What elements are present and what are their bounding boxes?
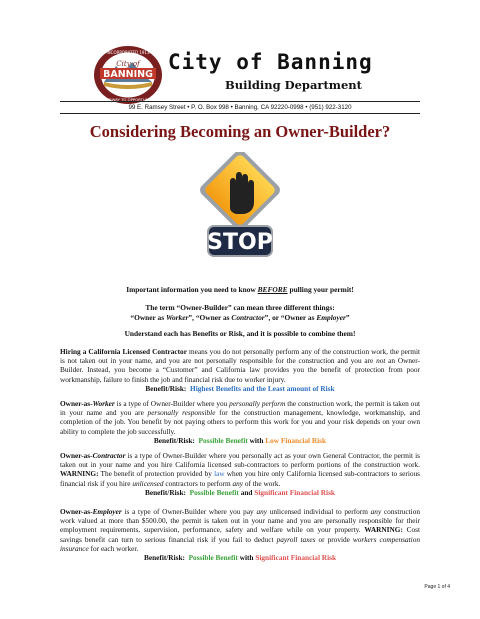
section-emphasis: workers compensation insurance bbox=[60, 534, 421, 553]
warning-label: WARNING: bbox=[364, 525, 403, 535]
section-body: an Owner-Builder. Instead, you become a “Customer” and California law provides you the benefit of protection from poor workmanship, failure to finish the job and financial risk due to worker injury. bbox=[60, 356, 420, 384]
address-line: 99 E. Ramsey Street • P. O. Box 998 • Banning, CA 92220-0998 • (951) 922-3120 bbox=[128, 104, 352, 111]
intro-text: ”, “Owner as bbox=[188, 313, 232, 322]
section-lead-emphasis: Employer bbox=[92, 507, 122, 516]
section-body: or provide bbox=[315, 534, 353, 544]
section-body: is a type of Owner-Builder where you personally act as your own General Contractor, the permit is taken out in your name and you hire California licensed sub-contractors to perform portions of the construction work. bbox=[60, 451, 420, 470]
intro-emphasis: BEFORE bbox=[257, 285, 288, 294]
section-body: contractors to perform bbox=[163, 478, 233, 488]
header-rule-bottom bbox=[60, 113, 420, 114]
stop-label: STOP bbox=[207, 230, 273, 255]
risk-value: Low Financial Risk bbox=[265, 435, 327, 445]
section-body: unlicensed individual to perform bbox=[267, 507, 371, 516]
intro-worker: Worker bbox=[165, 313, 189, 322]
benefit-value: Possible Benefit bbox=[189, 487, 239, 497]
risk-value: Significant Financial Risk bbox=[254, 487, 335, 497]
intro-line-4: Understand each has Benefits or Risk, and it is possible to combine them! bbox=[124, 329, 356, 338]
svg-text:BANNING: BANNING bbox=[103, 69, 153, 80]
benefit-risk-line bbox=[60, 436, 420, 445]
intro-before-text: Important information you need to know bbox=[126, 285, 258, 294]
benefit-risk-label: Benefit/Risk: bbox=[143, 553, 185, 563]
section-body: means you do not personally perform any of the construction work, the permit is not taken out in your name, and you are not personally responsible for the construction and you are bbox=[60, 347, 421, 366]
benefit-risk-label: Benefit/Risk: bbox=[145, 487, 186, 497]
section-lead: Owner-as- bbox=[60, 507, 93, 516]
benefit-risk-joiner: with bbox=[239, 553, 254, 563]
section-body: is a type of Owner-Builder where you bbox=[114, 399, 230, 408]
section-body: of the work. bbox=[243, 478, 281, 488]
intro-line-1 bbox=[40, 285, 440, 295]
intro-text: “Owner as bbox=[130, 313, 166, 322]
section-emphasis: unlicensed bbox=[132, 478, 164, 488]
intro-after-text: pulling your permit! bbox=[287, 285, 354, 294]
section-body: for the construction management, knowledge, workmanship, and completion of the job. You benefit by not paying others to perform this work for you and your risk depends on your own ability to complete the job successfully. bbox=[60, 408, 420, 436]
section-emphasis: not bbox=[376, 356, 386, 366]
city-seal-logo bbox=[92, 44, 164, 106]
section-emphasis: personally responsible bbox=[147, 408, 216, 418]
section-lead: Hiring a California Licensed Contractor bbox=[60, 347, 187, 356]
section-body: for each worker. bbox=[88, 543, 139, 553]
intro-text: ”, or “Owner as bbox=[264, 313, 317, 322]
intro-line-2: The term “Owner-Builder” can mean three different things: bbox=[145, 303, 335, 312]
benefit-risk-line bbox=[60, 384, 420, 393]
section-body: the construction work, the permit is taken out in your name and you are bbox=[60, 399, 421, 418]
section-lead: Owner-as- bbox=[60, 399, 93, 408]
benefit-risk-line bbox=[60, 553, 420, 562]
benefit-risk-joiner: with bbox=[249, 435, 264, 445]
benefit-value: Possible Benefit bbox=[198, 435, 248, 445]
section-owner-as-employer bbox=[60, 507, 420, 562]
section-body: is a type of Owner-Builder where you pay bbox=[121, 507, 257, 516]
risk-value: Significant Financial Risk bbox=[255, 553, 336, 563]
svg-text:GATEWAY TO OPPORTUNITY: GATEWAY TO OPPORTUNITY bbox=[101, 97, 155, 102]
stop-sign-icon bbox=[190, 152, 290, 264]
intro-contractor: Contractor bbox=[231, 313, 265, 322]
section-emphasis: personally perform bbox=[229, 399, 286, 408]
section-body: when you hire only California licensed sub-contractors to serious financial risk if you hire bbox=[60, 469, 420, 488]
section-body: Cost savings benefit can turn to serious financial risk if you fail to deduct bbox=[60, 525, 420, 544]
benefit-risk-label: Benefit/Risk: bbox=[153, 435, 195, 445]
section-lead-emphasis: Contractor bbox=[92, 451, 126, 460]
benefit-risk-line bbox=[60, 488, 420, 497]
city-name: City of Banning bbox=[168, 50, 373, 74]
svg-text:City of: City of bbox=[116, 60, 140, 68]
section-body: construction work valued at more than $500.00, the permit is taken out in your name and you are personally responsible for their employment requirements, supervision, performance, safety and welfare while on your property. bbox=[60, 507, 421, 535]
section-emphasis: any bbox=[256, 507, 267, 516]
section-highlight: law bbox=[214, 469, 225, 479]
section-emphasis: any bbox=[370, 507, 382, 516]
intro-employer: Employer bbox=[316, 313, 346, 322]
benefit-risk-value: Highest Benefits and the Least amount of Risk bbox=[190, 383, 335, 393]
section-lead-emphasis: Worker bbox=[92, 399, 115, 408]
intro-line-3 bbox=[40, 313, 440, 323]
section-emphasis: any bbox=[232, 478, 243, 488]
benefit-value: Possible Benefit bbox=[188, 553, 238, 563]
section-body: The benefit of protection provided by bbox=[98, 469, 215, 479]
section-licensed-contractor bbox=[60, 347, 420, 393]
department-name: Building Department bbox=[225, 78, 362, 92]
intro-text: ” bbox=[345, 313, 350, 322]
warning-label: WARNING: bbox=[60, 469, 99, 479]
section-owner-as-worker bbox=[60, 399, 420, 445]
section-emphasis: payroll taxes bbox=[276, 534, 316, 544]
section-owner-as-contractor bbox=[60, 451, 420, 497]
page-title: Considering Becoming an Owner-Builder? bbox=[89, 122, 391, 141]
section-lead: Owner-as- bbox=[60, 451, 93, 460]
header-rule-top bbox=[60, 101, 420, 102]
svg-text:INCORPORATED 1913: INCORPORATED 1913 bbox=[106, 50, 150, 55]
page-number: Page 1 of 4 bbox=[424, 584, 450, 590]
benefit-risk-joiner: and bbox=[240, 487, 253, 497]
benefit-risk-label: Benefit/Risk: bbox=[145, 383, 187, 393]
